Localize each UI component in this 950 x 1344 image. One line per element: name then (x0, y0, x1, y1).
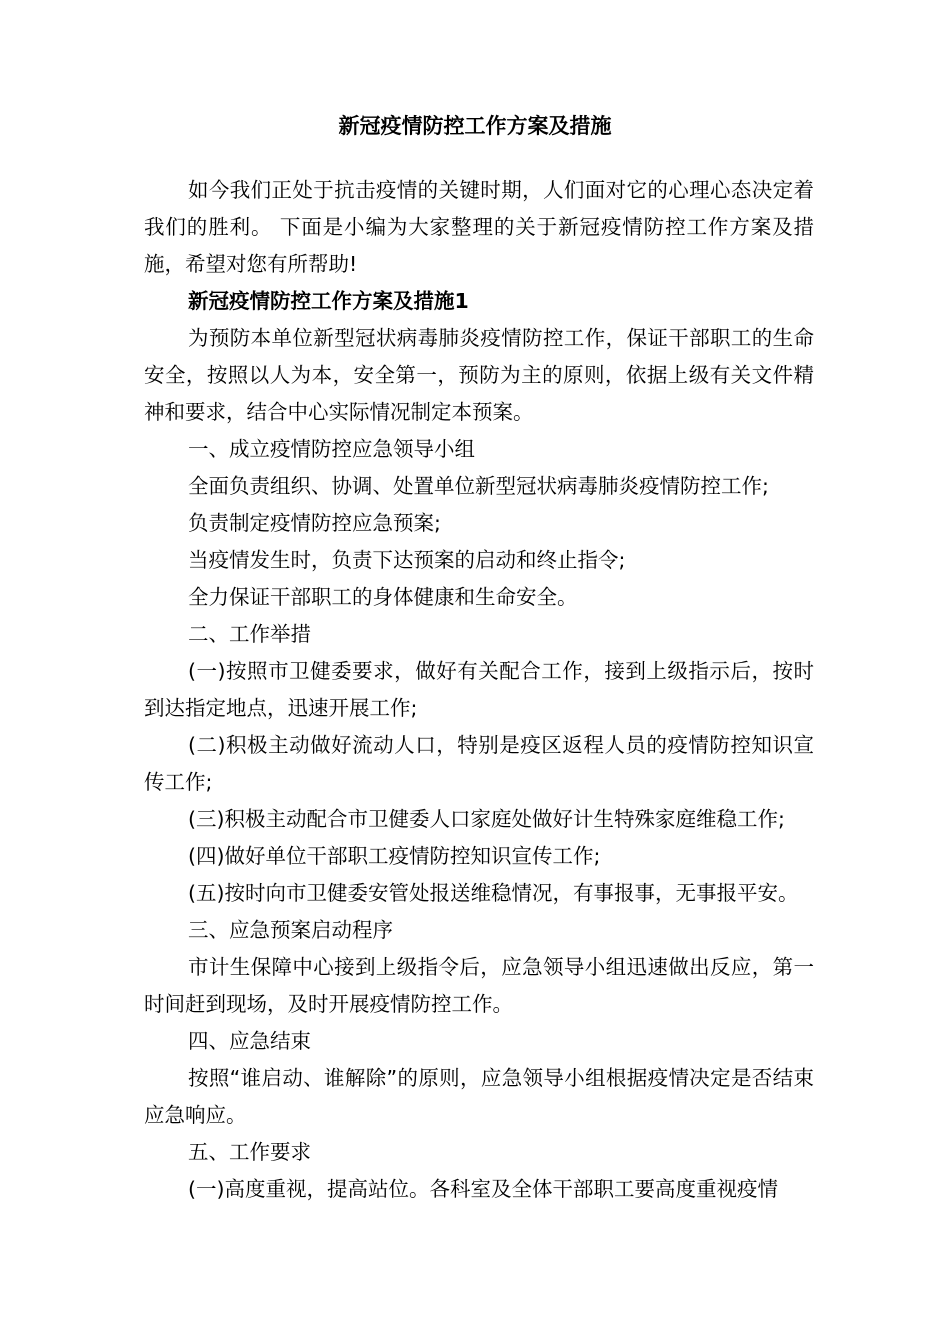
body-paragraph: (一)按照市卫健委要求，做好有关配合工作，接到上级指示后，按时到达指定地点，迅速开展工作; (144, 659, 814, 720)
body-paragraph: 负责制定疫情防控应急预案; (188, 511, 441, 535)
document-body (144, 172, 814, 1208)
document-title: 新冠疫情防控工作方案及措施 (338, 114, 612, 138)
body-paragraph: 市计生保障中心接到上级指令后，应急领导小组迅速做出反应，第一时间赶到现场，及时开展疫情防控工作。 (144, 955, 814, 1016)
body-paragraph: 四、应急结束 (188, 1029, 311, 1053)
body-paragraph: (二)积极主动做好流动人口，特别是疫区返程人员的疫情防控知识宣传工作; (144, 733, 814, 794)
body-paragraph: 如今我们正处于抗击疫情的关键时期，人们面对它的心理心态决定着我们的胜利。 下面是小编为大家整理的关于新冠疫情防控工作方案及措施，希望对您有所帮助! (144, 178, 814, 276)
body-paragraph: (一)高度重视，提高站位。各科室及全体干部职工要高度重视疫情 (188, 1177, 778, 1201)
body-paragraph: 三、应急预案启动程序 (188, 918, 393, 942)
body-paragraph: 五、工作要求 (188, 1140, 311, 1164)
section-heading: 新冠疫情防控工作方案及措施1 (188, 289, 469, 313)
body-paragraph: (四)做好单位干部职工疫情防控知识宣传工作; (188, 844, 601, 868)
body-paragraph: 为预防本单位新型冠状病毒肺炎疫情防控工作，保证干部职工的生命安全，按照以人为本，安全第一，预防为主的原则，依据上级有关文件精神和要求，结合中心实际情况制定本预案。 (144, 326, 814, 424)
body-paragraph: (五)按时向市卫健委安管处报送维稳情况，有事报事，无事报平安。 (188, 881, 799, 905)
body-paragraph: 一、成立疫情防控应急领导小组 (188, 437, 475, 461)
body-paragraph: 当疫情发生时，负责下达预案的启动和终止指令; (188, 548, 626, 572)
body-paragraph: 全面负责组织、协调、处置单位新型冠状病毒肺炎疫情防控工作; (188, 474, 769, 498)
body-paragraph: 全力保证干部职工的身体健康和生命安全。 (188, 585, 578, 609)
body-paragraph: 按照“谁启动、谁解除”的原则，应急领导小组根据疫情决定是否结束应急响应。 (144, 1066, 814, 1127)
body-paragraph: 二、工作举措 (188, 622, 311, 646)
body-paragraph: (三)积极主动配合市卫健委人口家庭处做好计生特殊家庭维稳工作; (188, 807, 785, 831)
